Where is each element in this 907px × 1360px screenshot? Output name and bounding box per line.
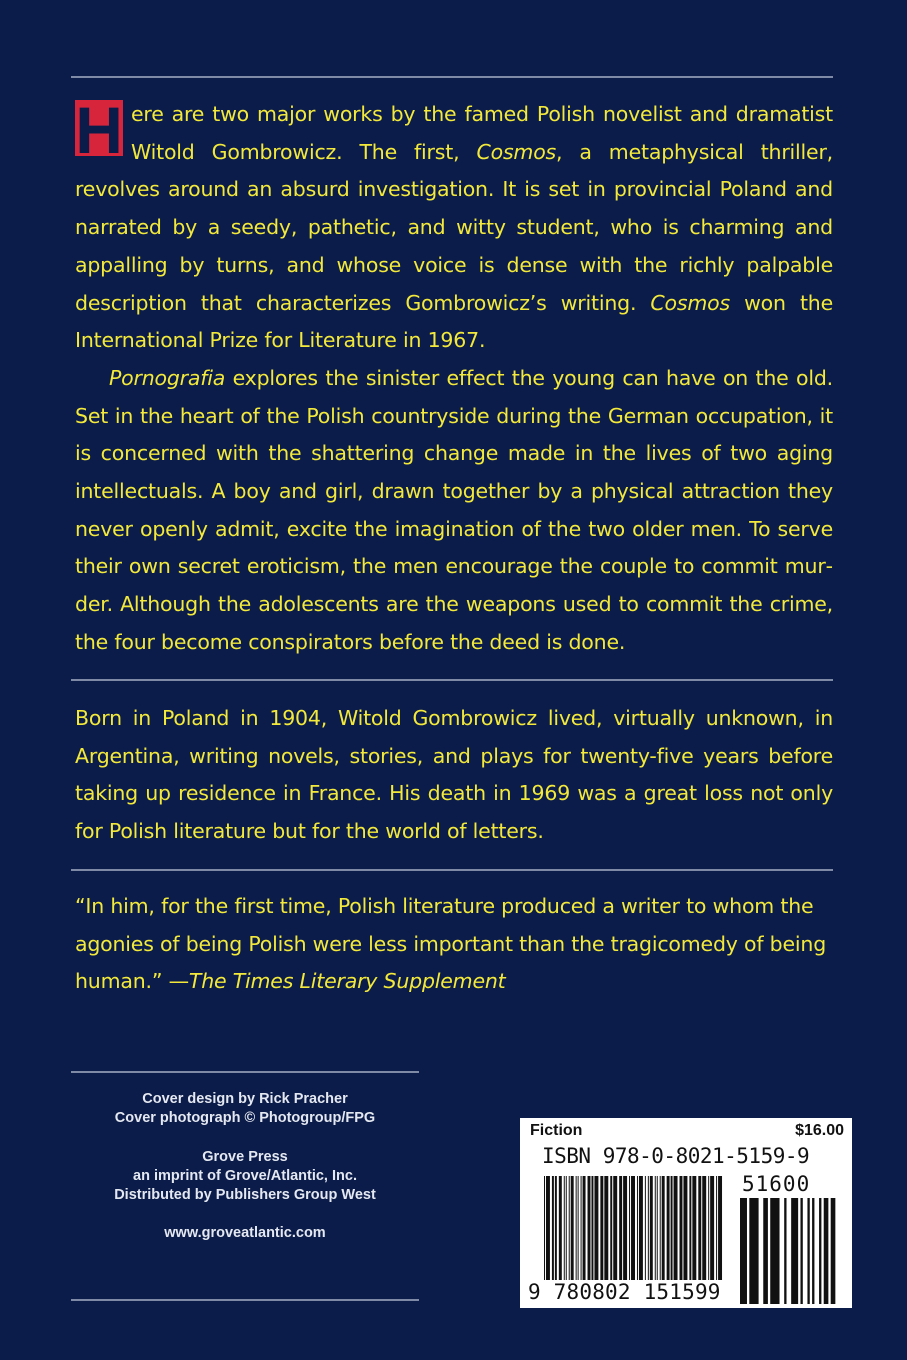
barcode-bar xyxy=(831,1198,836,1304)
addon-barcode-bars xyxy=(740,1198,840,1304)
isbn-text: ISBN 978-0-8021-5159-9 xyxy=(542,1144,810,1168)
barcode-bar xyxy=(763,1198,768,1304)
top-divider xyxy=(71,76,833,78)
drop-cap: H xyxy=(75,100,123,156)
distributor: Distributed by Publishers Group West xyxy=(114,1187,376,1203)
barcode-bar xyxy=(807,1198,809,1304)
genre-label: Fiction xyxy=(530,1122,583,1139)
publisher-website: www.groveatlantic.com xyxy=(164,1225,326,1241)
blurb-paragraph-2: Pornografia explores the sinister effect the young can have on the old. Set in the heart of the Polish countryside during the German occupation, it is concerned with the shattering change made in the lives of two aging intellectuals. A boy and girl, drawn together by a physical attraction they never openly admit, excite the imagination of the two older men. To serve their own secret eroticism, the men encourage the couple to commit murder. Although the adolescents are the weapons used to commit the crime, the four become conspirators before the deed is done. xyxy=(75,365,833,654)
book-title-pornografia: Pornografia xyxy=(109,365,226,390)
publisher-info xyxy=(71,1148,419,1205)
middle-divider xyxy=(71,679,833,681)
book-title-cosmos: Cosmos xyxy=(650,290,730,315)
barcode-bar xyxy=(749,1198,758,1304)
publisher-imprint: an imprint of Grove/Atlantic, Inc. xyxy=(133,1168,357,1184)
price-label: $16.00 xyxy=(795,1122,844,1139)
publisher-name: Grove Press xyxy=(202,1149,288,1165)
credits-divider xyxy=(71,1071,419,1073)
barcode-bar xyxy=(812,1198,814,1304)
design-credits xyxy=(71,1090,419,1128)
bottom-divider xyxy=(71,1299,419,1301)
blurb-paragraph-1: H ere are two major works by the famed Polish novelist and dramatist Witold Gombrowicz. The first, Cosmos, a metaphysical thriller, revolves around an absurd investigation. It is set in provincial Poland and narrated by a seedy, pathetic, and witty student, who is charming and appalling by turns, and whose voice is dense with the richly palpable description that characterizes Gombrowicz’s writing. Cosmos won the International Prize for Literature in 1967. xyxy=(75,100,833,353)
blurb xyxy=(75,96,833,662)
barcode-bar xyxy=(824,1198,829,1304)
cover-photo-credit: Cover photograph © Photogroup/FPG xyxy=(114,1110,376,1126)
author-bio: Born in Poland in 1904, Witold Gombrowicz lived, virtually unknown, in Argentina, writing novels, stories, and plays for twenty-five years before taking up residence in France. His death in 1969 was a great loss not only for Polish literature but for the world of letters. xyxy=(75,706,833,844)
quote-divider xyxy=(71,869,833,871)
barcode-bar xyxy=(784,1198,786,1304)
review-quote: “In him, for the first time, Polish literature produced a writer to whom the agonies of being Polish were less important than the tragicomedy of being human.” —The Times Literary Supplement xyxy=(75,894,827,994)
cover-design-credit: Cover design by Rick Pracher xyxy=(142,1091,348,1107)
barcode-bar xyxy=(770,1198,779,1304)
quote-source: The Times Literary Supplement xyxy=(188,969,506,994)
barcode-bar xyxy=(740,1198,747,1304)
price-addon-number: 51600 xyxy=(742,1172,811,1196)
ean-number: 9 780802 151599 xyxy=(528,1280,721,1304)
barcode-panel xyxy=(520,1118,852,1308)
barcode-bar xyxy=(819,1198,821,1304)
book-title-cosmos: Cosmos xyxy=(476,139,557,164)
barcode-bar xyxy=(791,1198,798,1304)
barcode-bar xyxy=(800,1198,802,1304)
